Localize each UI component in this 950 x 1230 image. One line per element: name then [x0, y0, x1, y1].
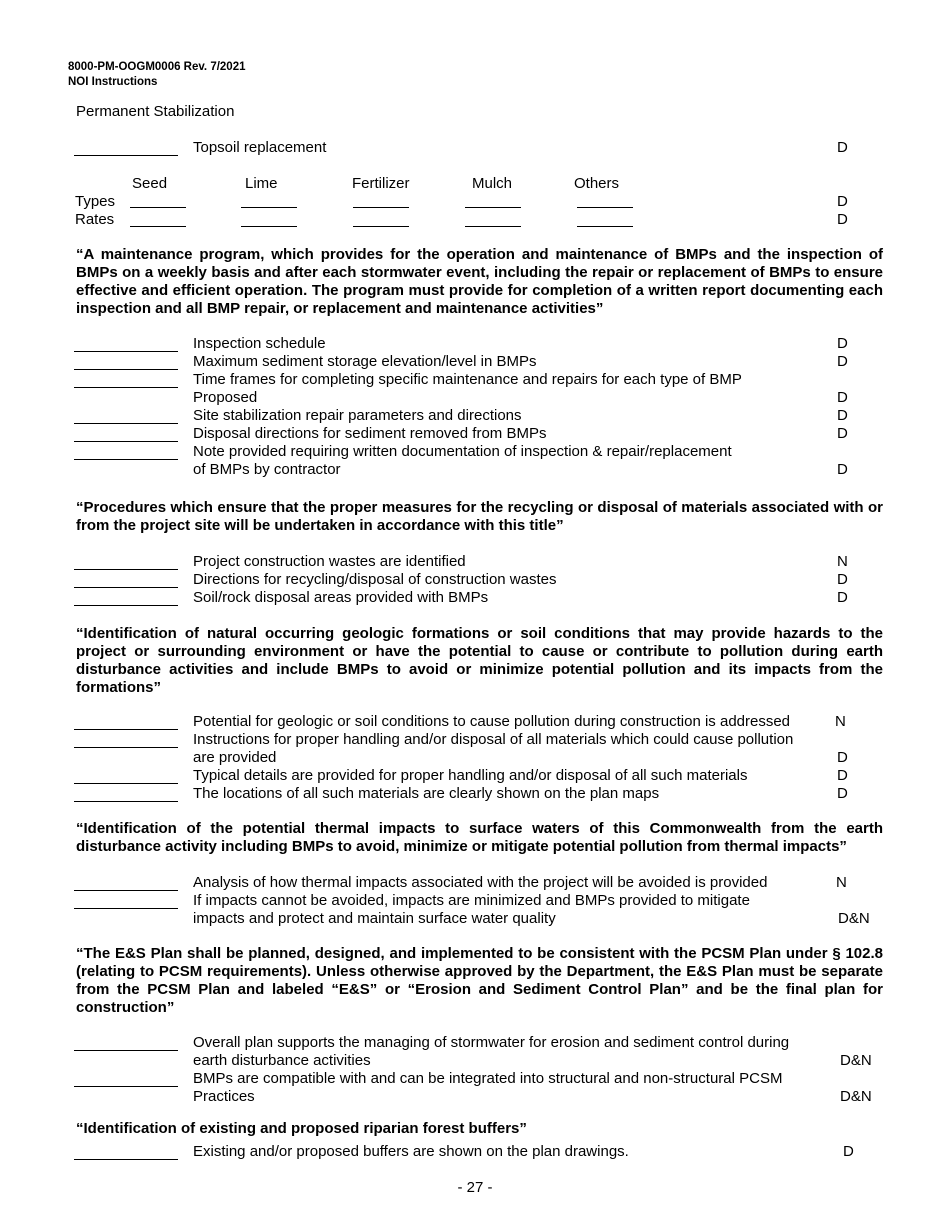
item-code: D: [837, 335, 848, 352]
rates-mulch-blank[interactable]: [465, 226, 521, 227]
check-blank[interactable]: [74, 801, 178, 802]
column-header-mulch: Mulch: [472, 175, 513, 192]
types-mulch-blank[interactable]: [465, 207, 521, 208]
check-blank[interactable]: [74, 729, 178, 730]
item-code: D: [837, 785, 848, 802]
item-label: Directions for recycling/disposal of construction wastes: [193, 571, 557, 588]
check-blank[interactable]: [74, 890, 178, 891]
item-label: Typical details are provided for proper handling and/or disposal of all such materials: [193, 767, 748, 784]
item-code: D&N: [840, 1088, 872, 1105]
rates-fertilizer-blank[interactable]: [353, 226, 409, 227]
thermal-quote: “Identification of the potential thermal impacts to surface waters of this Commonwealth from the earth disturbance activity including BMPs to avoid, minimize or mitigate potential pollution from thermal impacts”: [76, 820, 883, 855]
check-blank[interactable]: [74, 1086, 178, 1087]
section-title: Permanent Stabilization: [76, 103, 235, 120]
item-label: Analysis of how thermal impacts associated with the project will be avoided is provided: [193, 874, 768, 891]
item-code: D: [843, 1143, 854, 1160]
item-code: D: [837, 589, 848, 606]
rates-lime-blank[interactable]: [241, 226, 297, 227]
recycling-quote: “Procedures which ensure that the proper measures for the recycling or disposal of materials associated with or from the project site will be undertaken in accordance with this title”: [76, 499, 883, 534]
item-label-continued: are provided: [193, 749, 277, 766]
item-code: D: [837, 139, 848, 156]
item-label: Potential for geologic or soil conditions to cause pollution during construction is addressed: [193, 713, 791, 730]
page-number: - 27 -: [457, 1179, 493, 1196]
check-blank[interactable]: [74, 441, 178, 442]
riparian-quote: “Identification of existing and proposed riparian forest buffers”: [76, 1120, 527, 1137]
maintenance-quote: “A maintenance program, which provides for the operation and maintenance of BMPs and the inspection of BMPs on a weekly basis and after each stormwater event, including the repair or replacement of BMPs to ensure effective and efficient operation. The program must provide for completion of a written report documenting each inspection and all BMP repair, or replacement and maintenance activities”: [76, 246, 883, 317]
item-label: Soil/rock disposal areas provided with BMPs: [193, 589, 489, 606]
types-code: D: [837, 193, 848, 210]
types-others-blank[interactable]: [577, 207, 633, 208]
item-code: D&N: [838, 910, 870, 927]
item-code: D: [837, 425, 848, 442]
item-code: D: [837, 353, 848, 370]
item-code: D: [837, 407, 848, 424]
geologic-quote: “Identification of natural occurring geologic formations or soil conditions that may provide hazards to the project or surrounding environment or have the potential to cause or contribute to pollution during earth disturbance activities and include BMPs to avoid or minimize potential pollution and its impacts from the formations”: [76, 625, 883, 696]
item-label-continued: Proposed: [193, 389, 258, 406]
item-code: D: [837, 767, 848, 784]
rates-seed-blank[interactable]: [130, 226, 186, 227]
item-code: D: [837, 461, 848, 478]
item-label: BMPs are compatible with and can be integrated into structural and non-structural PCSM: [193, 1070, 783, 1087]
column-header-seed: Seed: [132, 175, 168, 192]
check-blank[interactable]: [74, 1159, 178, 1160]
check-blank[interactable]: [74, 605, 178, 606]
item-code: N: [836, 874, 847, 891]
item-label: Note provided requiring written documentation of inspection & repair/replacement: [193, 443, 732, 460]
check-blank[interactable]: [74, 747, 178, 748]
check-blank[interactable]: [74, 423, 178, 424]
check-blank[interactable]: [74, 369, 178, 370]
item-code: N: [835, 713, 846, 730]
item-label-continued: earth disturbance activities: [193, 1052, 371, 1069]
item-label: The locations of all such materials are clearly shown on the plan maps: [193, 785, 660, 802]
column-header-fertilizer: Fertilizer: [352, 175, 410, 192]
item-code: N: [837, 553, 848, 570]
item-label: Time frames for completing specific maintenance and repairs for each type of BMP: [193, 371, 742, 388]
check-blank[interactable]: [74, 155, 178, 156]
item-label: Maximum sediment storage elevation/level in BMPs: [193, 353, 537, 370]
document-id: 8000-PM-OOGM0006 Rev. 7/2021: [68, 61, 246, 73]
check-blank[interactable]: [74, 387, 178, 388]
item-label-continued: impacts and protect and maintain surface water quality: [193, 910, 556, 927]
check-blank[interactable]: [74, 459, 178, 460]
check-blank[interactable]: [74, 908, 178, 909]
item-label: Instructions for proper handling and/or disposal of all materials which could cause pollution: [193, 731, 794, 748]
item-label-continued: of BMPs by contractor: [193, 461, 341, 478]
pcsm-quote: “The E&S Plan shall be planned, designed, and implemented to be consistent with the PCSM Plan under § 102.8 (relating to PCSM requirements). Unless otherwise approved by the Department, the E&S Plan must be separate from the PCSM Plan and labeled “E&S” or “Erosion and Sediment Control Plan” and be the final plan for construction”: [76, 945, 883, 1016]
item-label: Overall plan supports the managing of stormwater for erosion and sediment control during: [193, 1034, 790, 1051]
item-label-continued: Practices: [193, 1088, 255, 1105]
item-code: D: [837, 749, 848, 766]
rates-code: D: [837, 211, 848, 228]
item-label: Topsoil replacement: [193, 139, 327, 156]
item-label: Site stabilization repair parameters and directions: [193, 407, 522, 424]
item-label: If impacts cannot be avoided, impacts are minimized and BMPs provided to mitigate: [193, 892, 750, 909]
item-code: D&N: [840, 1052, 872, 1069]
check-blank[interactable]: [74, 569, 178, 570]
row-label-types: Types: [75, 193, 116, 210]
item-label: Disposal directions for sediment removed from BMPs: [193, 425, 547, 442]
types-lime-blank[interactable]: [241, 207, 297, 208]
check-blank[interactable]: [74, 1050, 178, 1051]
column-header-lime: Lime: [245, 175, 278, 192]
item-label: Existing and/or proposed buffers are shown on the plan drawings.: [193, 1143, 629, 1160]
item-label: Project construction wastes are identified: [193, 553, 466, 570]
types-seed-blank[interactable]: [130, 207, 186, 208]
column-header-others: Others: [574, 175, 620, 192]
item-code: D: [837, 389, 848, 406]
check-blank[interactable]: [74, 783, 178, 784]
document-title: NOI Instructions: [68, 76, 158, 88]
types-fertilizer-blank[interactable]: [353, 207, 409, 208]
check-blank[interactable]: [74, 351, 178, 352]
item-label: Inspection schedule: [193, 335, 326, 352]
row-label-rates: Rates: [75, 211, 115, 228]
item-code: D: [837, 571, 848, 588]
rates-others-blank[interactable]: [577, 226, 633, 227]
check-blank[interactable]: [74, 587, 178, 588]
